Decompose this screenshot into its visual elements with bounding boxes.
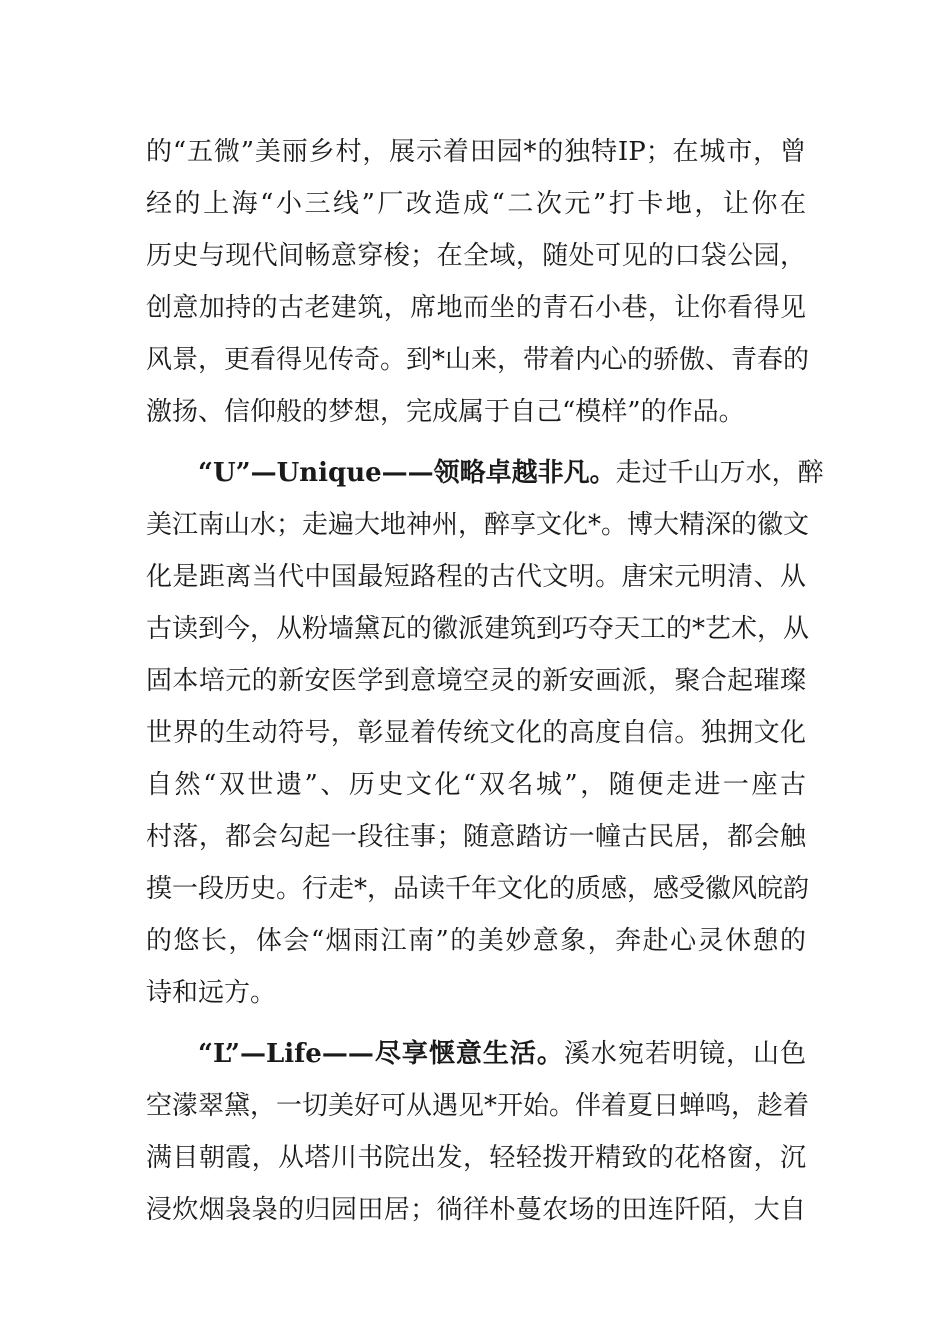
paragraph-2	[146, 451, 824, 1023]
text-line: 诗和远方。	[146, 978, 277, 1008]
text-line: 满目朝霞，从塔川书院出发，轻轻拨开精致的花格窗，沉	[146, 1143, 806, 1173]
text-line: 激扬、信仰般的梦想，完成属于自己“模样”的作品。	[146, 397, 745, 427]
paragraph-1	[146, 130, 810, 442]
section-heading-l: “L”—Life——尽享惬意生活。	[198, 1039, 564, 1069]
text-line: 创意加持的古老建筑，席地而坐的青石小巷，让你看得见	[146, 293, 806, 323]
text-line: 美江南山水；走遍大地神州，醉享文化*。博大精深的徽文	[146, 510, 810, 540]
text-line: 固本培元的新安医学到意境空灵的新安画派，聚合起璀璨	[146, 666, 806, 696]
text-line: 世界的生动符号，彰显着传统文化的高度自信。独拥文化	[146, 718, 806, 748]
document-page	[146, 130, 824, 1240]
text-line: 风景，更看得见传奇。到*山来，带着内心的骄傲、青春的	[146, 345, 810, 375]
paragraph-first-line	[146, 451, 824, 503]
paragraph-first-line	[146, 1032, 806, 1084]
text-line: 经的上海“小三线”厂改造成“二次元”打卡地，让你在	[146, 189, 806, 219]
text-line: 历史与现代间畅意穿梭；在全域，随处可见的口袋公园，	[146, 241, 806, 271]
paragraph-3	[146, 1032, 810, 1240]
text-line: 的“五微”美丽乡村，展示着田园*的独特IP；在城市，曾	[146, 137, 806, 167]
text-line: 空濛翠黛，一切美好可从遇见*开始。伴着夏日蝉鸣，趁着	[146, 1091, 810, 1121]
section-heading-u: “U”—Unique——领略卓越非凡。	[198, 458, 616, 488]
text-line: 浸炊烟袅袅的归园田居；徜徉朴蔓农场的田连阡陌，大自	[146, 1195, 806, 1225]
text-run: 溪水宛若明镜，山色	[563, 1039, 806, 1069]
text-line: 摸一段历史。行走*，品读千年文化的质感，感受徽风皖韵	[146, 874, 810, 904]
text-line: 自然“双世遗”、历史文化“双名城”，随便走进一座古	[146, 770, 806, 800]
text-line: 的悠长，体会“烟雨江南”的美妙意象，奔赴心灵休憩的	[146, 926, 806, 956]
text-line: 古读到今，从粉墙黛瓦的徽派建筑到巧夺天工的*艺术，从	[146, 614, 810, 644]
text-run: 走过千山万水，醉	[615, 458, 824, 488]
text-line: 村落，都会勾起一段往事；随意踏访一幢古民居，都会触	[146, 822, 806, 852]
text-line: 化是距离当代中国最短路程的古代文明。唐宋元明清、从	[146, 562, 806, 592]
